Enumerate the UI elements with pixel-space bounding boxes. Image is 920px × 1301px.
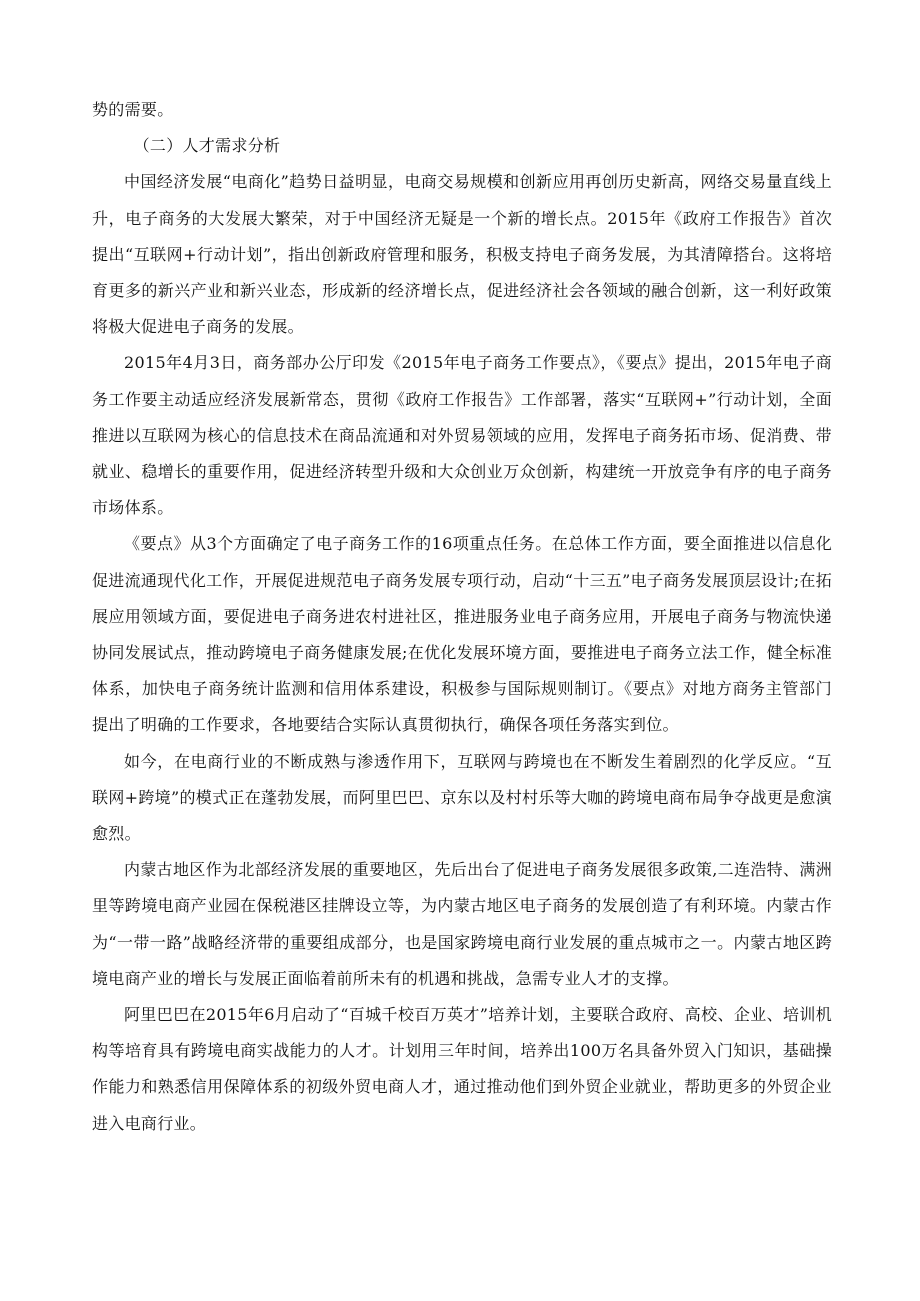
body-paragraph: 如今，在电商行业的不断成熟与渗透作用下，互联网与跨境也在不断发生着剧烈的化学反应。“互联网+跨境”的模式正在蓬勃发展，而阿里巴巴、京东以及村村乐等大咖的跨境电商布局争夺战更是愈演愈烈。 — [92, 751, 832, 844]
body-paragraph: 《要点》从3个方面确定了电子商务工作的16项重点任务。在总体工作方面，要全面推进以信息化促进流通现代化工作，开展促进规范电子商务发展专项行动，启动“十三五”电子商务发展顶层设计;在拓展应用领域方面，要促进电子商务进农村进社区，推进服务业电子商务应用，开展电子商务与物流快递协同发展试点，推动跨境电子商务健康发展;在优化发展环境方面，要推进电子商务立法工作，健全标准体系，加快电子商务统计监测和信用体系建设，积极参与国际规则制订。《要点》对地方商务主管部门提出了明确的工作要求，各地要结合实际认真贯彻执行，确保各项任务落实到位。 — [92, 534, 832, 735]
body-paragraph: 内蒙古地区作为北部经济发展的重要地区，先后出台了促进电子商务发展很多政策,二连浩特、满洲里等跨境电商产业园在保税港区挂牌设立等，为内蒙古地区电子商务的发展创造了有利环境。内蒙古作为“一带一路”战略经济带的重要组成部分，也是国家跨境电商行业发展的重点城市之一。内蒙古地区跨境电商产业的增长与发展正面临着前所未有的机遇和挑战，急需专业人才的支撑。 — [92, 860, 832, 988]
body-paragraph: 阿里巴巴在2015年6月启动了“百城千校百万英才”培养计划，主要联合政府、高校、企业、培训机构等培育具有跨境电商实战能力的人才。计划用三年时间，培养出100万名具备外贸入门知识，基础操作能力和熟悉信用保障体系的初级外贸电商人才，通过推动他们到外贸企业就业，帮助更多的外贸企业进入电商行业。 — [92, 1005, 832, 1133]
continuation-paragraph: 势的需要。 — [92, 100, 174, 119]
section-subheading: （二）人才需求分析 — [133, 136, 281, 156]
body-paragraph: 中国经济发展“电商化”趋势日益明显，电商交易规模和创新应用再创历史新高，网络交易量直线上升，电子商务的大发展大繁荣，对于中国经济无疑是一个新的增长点。2015年《政府工作报告》首次提出“互联网+行动计划”，指出创新政府管理和服务，积极支持电子商务发展，为其清障搭台。这将培育更多的新兴产业和新兴业态，形成新的经济增长点，促进经济社会各领域的融合创新，这一利好政策将极大促进电子商务的发展。 — [92, 172, 832, 337]
document-body — [92, 92, 832, 1142]
body-paragraph: 2015年4月3日，商务部办公厅印发《2015年电子商务工作要点》，《要点》提出，2015年电子商务工作要主动适应经济发展新常态，贯彻《政府工作报告》工作部署，落实“互联网+”行动计划，全面推进以互联网为核心的信息技术在商品流通和对外贸易领域的应用，发挥电子商务拓市场、促消费、带就业、稳增长的重要作用，促进经济转型升级和大众创业万众创新，构建统一开放竞争有序的电子商务市场体系。 — [92, 353, 832, 518]
